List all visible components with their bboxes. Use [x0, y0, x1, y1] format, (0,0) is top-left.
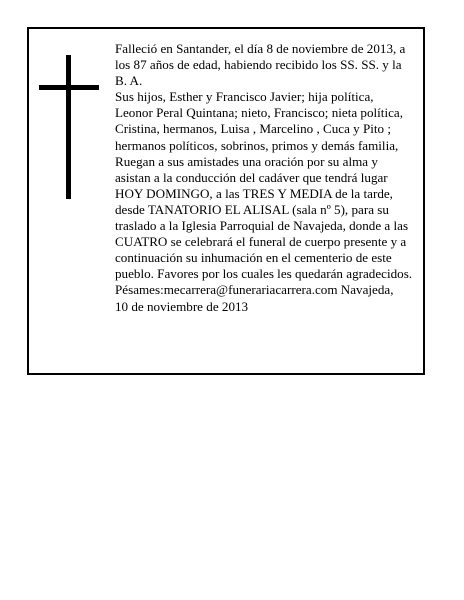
obituary-notice-box: [27, 27, 425, 375]
obituary-line: continuación su inhumación en el cementerio de este: [115, 250, 392, 266]
obituary-line: hermanos políticos, sobrinos, primos y demás familia,: [115, 137, 399, 153]
obituary-line: los 87 años de edad, habiendo recibido los SS. SS. y la: [115, 57, 402, 73]
obituary-text: [115, 41, 427, 315]
latin-cross-icon: [39, 55, 99, 199]
obituary-line: Sus hijos, Esther y Francisco Javier; hija política,: [115, 89, 374, 105]
obituary-line: Cristina, hermanos, Luisa , Marcelino , Cuca y Pito ;: [115, 121, 392, 137]
cross-horizontal-bar: [39, 85, 99, 90]
obituary-line: HOY DOMINGO, a las TRES Y MEDIA de la tarde,: [115, 185, 393, 201]
obituary-line: Falleció en Santander, el día 8 de noviembre de 2013, a: [115, 41, 406, 56]
cross-vertical-bar: [66, 55, 71, 199]
obituary-date-line: 10 de noviembre de 2013: [115, 298, 249, 314]
obituary-line: desde TANATORIO EL ALISAL (sala nº 5), para su: [115, 201, 389, 217]
obituary-line: B. A.: [115, 73, 143, 89]
obituary-line: asistan a la conducción del cadáver que tendrá lugar: [115, 169, 388, 185]
condolences-email-line: Pésames:mecarrera@funerariacarrera.com Navajeda,: [115, 282, 394, 298]
obituary-line: pueblo. Favores por los cuales les quedarán agradecidos.: [115, 266, 413, 282]
obituary-line: Ruegan a sus amistades una oración por su alma y: [115, 153, 378, 169]
obituary-line: traslado a la Iglesia Parroquial de Navajeda, donde a las: [115, 218, 409, 234]
obituary-line: CUATRO se celebrará el funeral de cuerpo presente y a: [115, 234, 407, 250]
obituary-line: Leonor Peral Quintana; nieto, Francisco; nieta política,: [115, 105, 403, 121]
